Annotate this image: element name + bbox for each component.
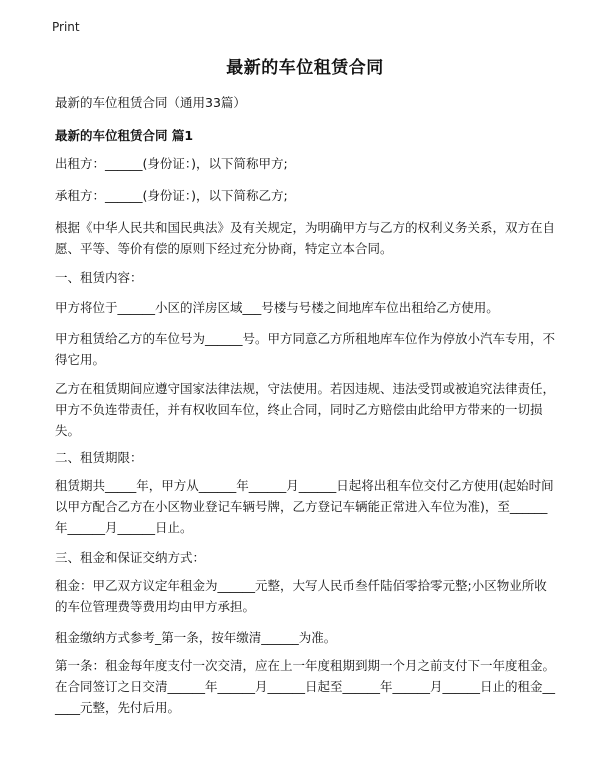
paragraph-rent: 租金：甲乙双方议定年租金为______元整，大写人民币叁仟陆佰零拾零元整;小区物业所收的车位管理费等费用均由甲方承担。	[55, 578, 547, 614]
document-subtitle: 最新的车位租赁合同（通用33篇）	[55, 95, 246, 110]
paragraph-article-one: 第一条：租金每年度支付一次交清，应在上一年度租期到期一个月之前支付下一年度租金。在合同签订之日交清______年______月______日起至______年______月______日止的租金______元整，先付后用。	[55, 658, 556, 715]
paragraph-compliance: 乙方在租赁期间应遵守国家法律法规，守法使用。若因违规、违法受罚或被追究法律责任，甲方不负连带责任，并有权收回车位，终止合同，同时乙方赔偿由此给甲方带来的一切损失。	[55, 381, 556, 438]
paragraph-lessor: 出租方：______(身份证：)，以下简称甲方;	[55, 156, 288, 171]
paragraph-term: 租赁期共_____年，甲方从______年______月______日起将出租车位交付乙方使用(起始时间以甲方配合乙方在小区物业登记车辆号牌，乙方登记车辆能正常进入车位为准)，至______年______月______日止。	[55, 478, 554, 535]
document-title: 最新的车位租赁合同	[226, 58, 384, 78]
heading-lease-term: 二、租赁期限：	[55, 450, 143, 465]
section-heading: 最新的车位租赁合同 篇1	[55, 128, 194, 143]
heading-lease-content: 一、租赁内容：	[55, 270, 143, 285]
heading-rent-payment: 三、租金和保证交纳方式：	[55, 550, 206, 565]
paragraph-location: 甲方将位于______小区的洋房区域___号楼与号楼之间地库车位出租给乙方使用。	[55, 300, 499, 315]
paragraph-payment-method: 租金缴纳方式参考_第一条，按年缴清______为准。	[55, 630, 337, 645]
paragraph-space-number: 甲方租赁给乙方的车位号为______号。甲方同意乙方所租地库车位作为停放小汽车专用，不得它用。	[55, 331, 556, 367]
paragraph-preamble: 根据《中华人民共和国民典法》及有关规定，为明确甲方与乙方的权利义务关系，双方在自愿、平等、等价有偿的原则下经过充分协商，特定立本合同。	[55, 220, 556, 256]
print-link[interactable]: Print	[52, 20, 80, 34]
paragraph-lessee: 承租方：______(身份证：)，以下简称乙方;	[55, 188, 288, 203]
